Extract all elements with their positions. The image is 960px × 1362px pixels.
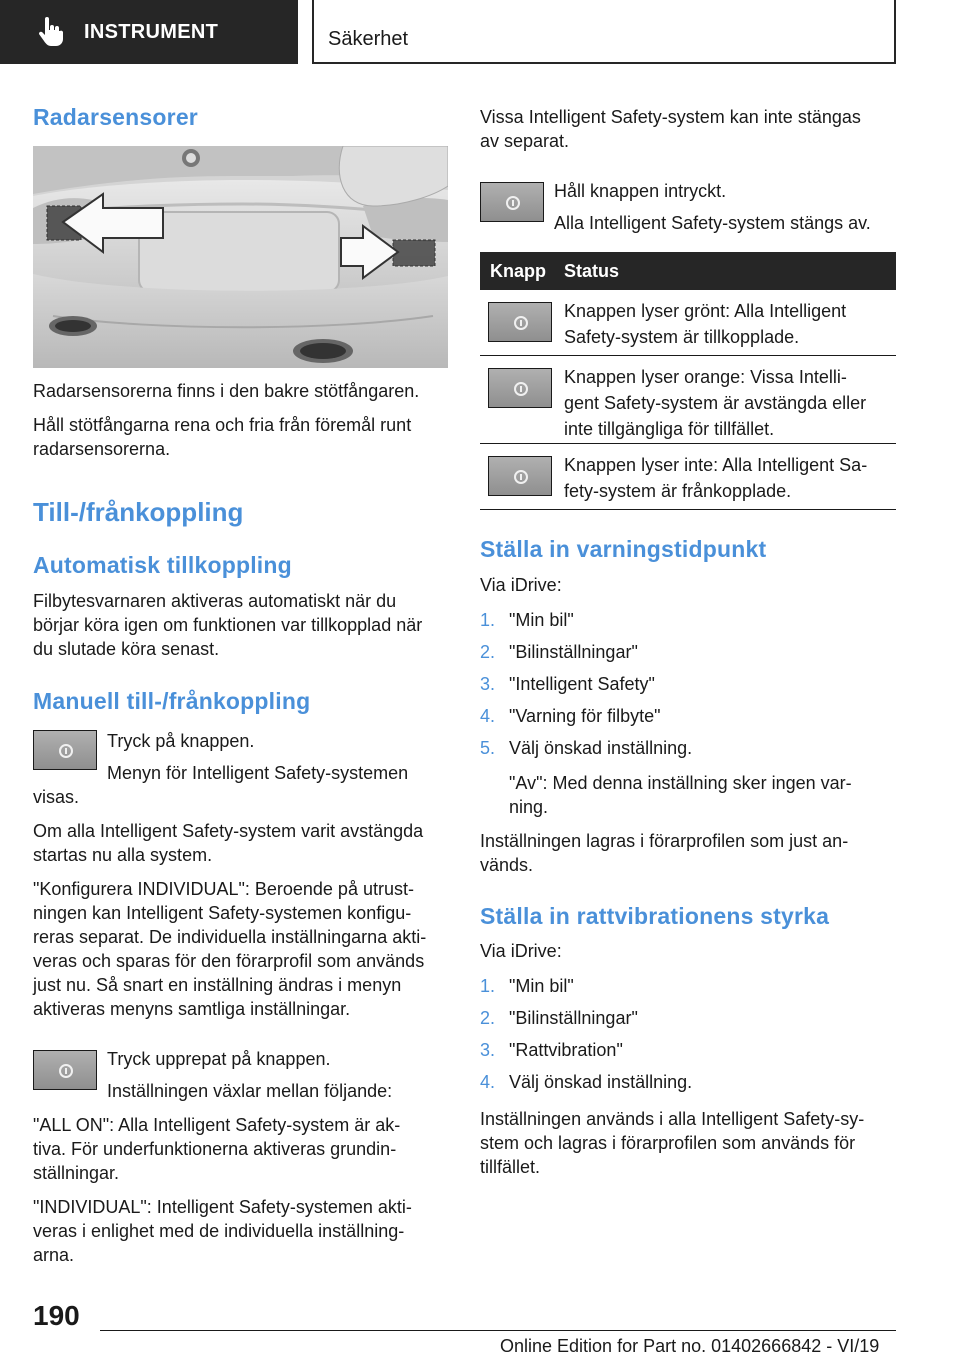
list-item: "Bilinställningar" [509, 1008, 638, 1028]
status-table [480, 252, 896, 510]
paragraph-anv-1: Inställningen används i alla Intelligent Safety-sy- [480, 1109, 865, 1129]
paragraph-conf-3: reras separat. De individuella inställningarna akti- [33, 927, 427, 947]
hand-pointer-icon [36, 17, 64, 47]
section-title: INSTRUMENT [84, 20, 219, 43]
heading-varningstidpunkt: Ställa in varningstidpunkt [480, 536, 767, 562]
table-row [480, 290, 896, 356]
table-cell: Knappen lyser grönt: Alla Intelligent Safety-system är tillkopplade. [564, 301, 847, 347]
list-item: "Rattvibration" [509, 1040, 623, 1060]
list-item: "Intelligent Safety" [509, 674, 655, 694]
car-rear-illustration [33, 146, 448, 368]
heading-rattvibration: Ställa in rattvibrationens styrka [480, 903, 830, 929]
paragraph-man-4: Om alla Intelligent Safety-system varit avstängda [33, 821, 424, 841]
paragraph-anv-3: tillfället. [480, 1157, 541, 1177]
paragraph-via-1: Via iDrive: [480, 575, 562, 595]
paragraph-all-3: ställningar. [33, 1163, 120, 1183]
paragraph-all-2: tiva. För underfunktionerna aktiveras grundin- [33, 1139, 397, 1159]
edition-text: Online Edition for Part no. 01402666842 - VI/19 [500, 1336, 880, 1356]
list-item: Välj önskad inställning. [509, 1072, 693, 1092]
paragraph-av-2: ning. [509, 797, 549, 817]
paragraph-rep-1: Tryck upprepat på knappen. [107, 1049, 331, 1069]
paragraph-conf-5: just nu. Så snart en inställning ändras i menyn [33, 975, 402, 995]
safety-button-icon [33, 730, 97, 770]
table-cell: Knappen lyser orange: Vissa Intelli- gent Safety-system är avstängda eller inte tillgängliga för tillfället. [564, 367, 867, 439]
list-number: 2. [480, 642, 496, 662]
paragraph-via-2: Via iDrive: [480, 941, 562, 961]
list-item: "Bilinställningar" [509, 642, 638, 662]
list-number: 5. [480, 738, 496, 758]
paragraph-anv-2: stem och lagras i förarprofilen som används för [480, 1133, 856, 1153]
col-header-knapp: Knapp [490, 261, 546, 281]
paragraph-auto-2: börjar köra igen om funktionen var tillkopplad när [33, 615, 423, 635]
paragraph-lagr-2: vänds. [480, 855, 534, 875]
table-row [480, 356, 896, 444]
page-number: 190 [33, 1300, 80, 1331]
paragraph-hold-1: Håll knappen intryckt. [554, 181, 727, 201]
paragraph-lagr-1: Inställningen lagras i förarprofilen som just an- [480, 831, 849, 851]
chapter-title: Säkerhet [328, 28, 409, 50]
list-item: Välj önskad inställning. [509, 738, 693, 758]
safety-button-icon [488, 456, 552, 496]
paragraph-auto-1: Filbytesvarnaren aktiveras automatiskt när du [33, 591, 397, 611]
section-tab [0, 0, 298, 64]
list-number: 1. [480, 976, 496, 996]
heading-automatisk: Automatisk tillkoppling [33, 552, 292, 578]
chapter-tab [312, 0, 896, 64]
heading-till-frankoppling: Till-/frånkoppling [33, 497, 244, 527]
paragraph-radar-1: Radarsensorerna finns i den bakre stötfångaren. [33, 381, 420, 401]
list-number: 4. [480, 1072, 496, 1092]
paragraph-radar-2a: Håll stötfångarna rena och fria från föremål runt [33, 415, 412, 435]
safety-button-icon [480, 182, 544, 222]
safety-button-icon [33, 1050, 97, 1090]
list-item: "Min bil" [509, 976, 574, 996]
paragraph-conf-6: aktiveras menyns samtliga inställningar. [33, 999, 351, 1019]
paragraph-radar-2b: radarsensorerna. [33, 439, 171, 459]
paragraph-vissa-2: av separat. [480, 131, 570, 151]
list-number: 3. [480, 1040, 496, 1060]
paragraph-rep-2: Inställningen växlar mellan följande: [107, 1081, 393, 1101]
paragraph-man-1: Tryck på knappen. [107, 731, 255, 751]
safety-button-icon [488, 368, 552, 408]
paragraph-ind-3: arna. [33, 1245, 75, 1265]
paragraph-man-2: Menyn för Intelligent Safety-systemen [107, 763, 409, 783]
list-item: "Min bil" [509, 610, 574, 630]
paragraph-all-1: "ALL ON": Alla Intelligent Safety-system är ak- [33, 1115, 401, 1135]
table-row [480, 444, 896, 510]
paragraph-conf-1: "Konfigurera INDIVIDUAL": Beroende på utrust- [33, 879, 414, 899]
list-number: 1. [480, 610, 496, 630]
safety-button-icon [488, 302, 552, 342]
paragraph-hold-2: Alla Intelligent Safety-system stängs av. [554, 213, 871, 233]
table-header [480, 252, 896, 290]
paragraph-ind-1: "INDIVIDUAL": Intelligent Safety-systemen akti- [33, 1197, 412, 1217]
list-number: 2. [480, 1008, 496, 1028]
heading-radarsensorer: Radarsensorer [33, 104, 198, 130]
table-cell: Knappen lyser inte: Alla Intelligent Sa- fety-system är frånkopplade. [564, 455, 868, 501]
paragraph-auto-3: du slutade köra senast. [33, 639, 220, 659]
paragraph-ind-2: veras i enlighet med de individuella inställning- [33, 1221, 405, 1241]
col-header-status: Status [564, 261, 620, 281]
paragraph-man-5: startas nu alla system. [33, 845, 213, 865]
footer-divider [100, 1330, 896, 1331]
paragraph-man-3: visas. [33, 787, 80, 807]
paragraph-conf-2: ningen kan Intelligent Safety-systemen konfigu- [33, 903, 412, 923]
list-number: 4. [480, 706, 496, 726]
list-item: "Varning för filbyte" [509, 706, 661, 726]
paragraph-vissa-1: Vissa Intelligent Safety-system kan inte stängas [480, 107, 861, 127]
list-number: 3. [480, 674, 496, 694]
heading-manuell: Manuell till-/frånkoppling [33, 688, 311, 714]
paragraph-av-1: "Av": Med denna inställning sker ingen var- [509, 773, 852, 793]
paragraph-conf-4: veras och sparas för den förarprofil som används [33, 951, 425, 971]
